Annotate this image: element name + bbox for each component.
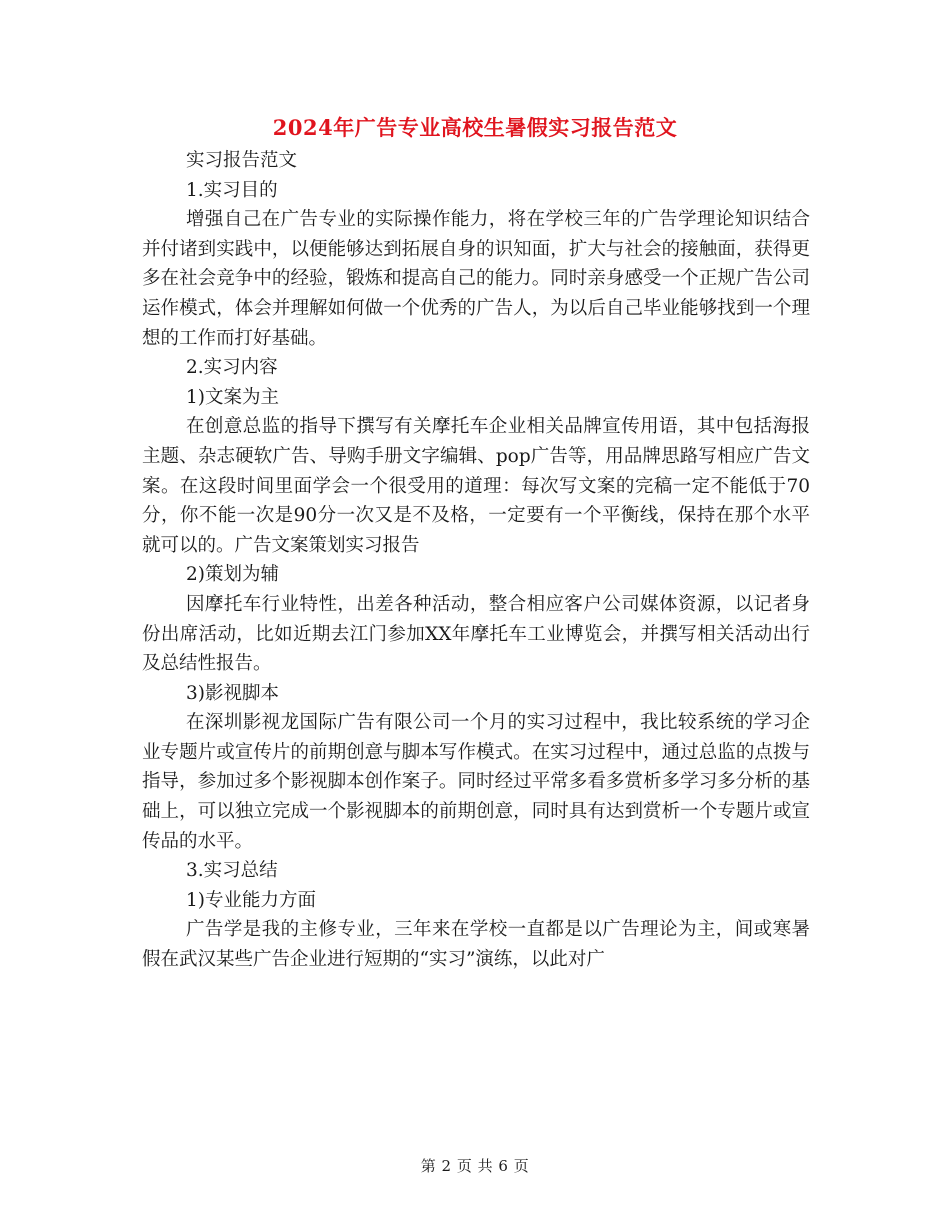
- paragraph-heading-summary: 3.实习总结: [186, 860, 278, 882]
- paragraph-subheading-video-script: 3)影视脚本: [186, 682, 279, 704]
- document-body: [142, 146, 810, 975]
- paragraph-heading-purpose: 1.实习目的: [186, 179, 278, 201]
- paragraph-subheading-professional-ability: 1)专业能力方面: [186, 889, 316, 911]
- paragraph-video-script-text: 在深圳影视龙国际广告有限公司一个月的实习过程中，我比较系统的学习企业专题片或宣传片的前期创意与脚本写作模式。在实习过程中，通过总监的点拨与指导，参加过多个影视脚本创作案子。同时经过平常多看多赏析多学习多分析的基础上，可以独立完成一个影视脚本的前期创意，同时具有达到赏析一个专题片或宣传品的水平。: [142, 712, 810, 852]
- document-title: 2024年广告专业高校生暑假实习报告范文: [272, 115, 678, 140]
- paragraph-planning-text: 因摩托车行业特性，出差各种活动，整合相应客户公司媒体资源，以记者身份出席活动，比如近期去江门参加XX年摩托车工业博览会，并撰写相关活动出行及总结性报告。: [142, 593, 810, 675]
- paragraph-subheading-planning: 2)策划为辅: [186, 564, 279, 586]
- paragraph-copywriting-text: 在创意总监的指导下撰写有关摩托车企业相关品牌宣传用语，其中包括海报主题、杂志硬软广告、导购手册文字编辑、pop广告等，用品牌思路写相应广告文案。在这段时间里面学会一个很受用的道理：每次写文案的完稿一定不能低于70分，你不能一次是90分一次又是不及格，一定要有一个平衡线，保持在那个水平就可以的。广告文案策划实习报告: [142, 416, 810, 556]
- paragraph-professional-ability-text: 广告学是我的主修专业，三年来在学校一直都是以广告理论为主，间或寒暑假在武汉某些广告企业进行短期的“实习”演练，以此对广: [142, 919, 810, 971]
- paragraph-heading-content: 2.实习内容: [186, 357, 278, 379]
- paragraph-section-heading: 实习报告范文: [186, 150, 298, 171]
- paragraph-purpose-text: 增强自己在广告专业的实际操作能力，将在学校三年的广告学理论知识结合并付诸到实践中，以便能够达到拓展自身的识知面，扩大与社会的接触面，获得更多在社会竞争中的经验，锻炼和提高自己的能力。同时亲身感受一个正规广告公司运作模式，体会并理解如何做一个优秀的广告人，为以后自己毕业能够找到一个理想的工作而打好基础。: [142, 209, 810, 349]
- paragraph-subheading-copywriting: 1)文案为主: [186, 386, 279, 408]
- page-number-footer: 第 2 页 共 6 页: [420, 1157, 530, 1175]
